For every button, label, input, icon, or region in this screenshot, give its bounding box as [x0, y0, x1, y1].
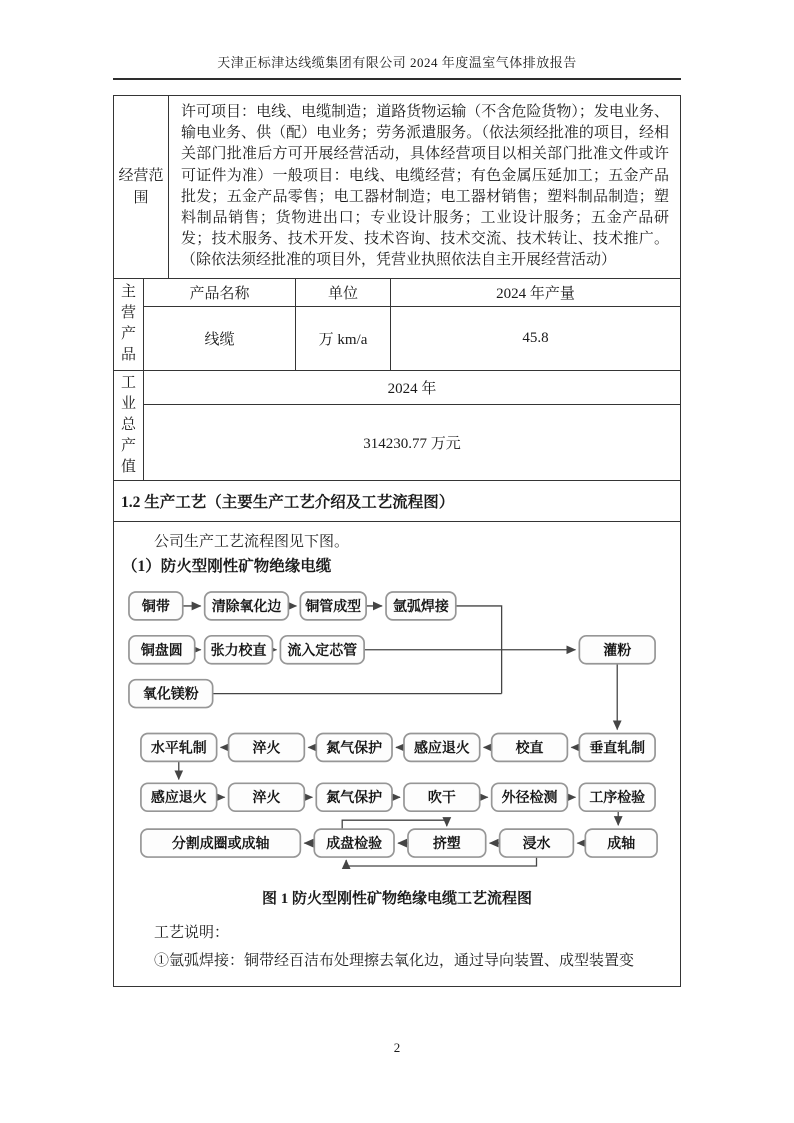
flow-node-nitrogen-protection-2: [316, 783, 392, 811]
flow-node-spooling: [585, 829, 657, 857]
flow-node-horizontal-rolling: [141, 733, 217, 761]
product-unit-value: 万 km/a: [296, 307, 391, 370]
svg-text:水平轧制: 水平轧制: [150, 741, 207, 757]
flow-node-copper-rod-coil: [129, 635, 195, 663]
svg-text:工序检验: 工序检验: [589, 790, 646, 806]
flow-node-nitrogen-protection-1: [316, 733, 392, 761]
flow-node-vertical-rolling: [579, 733, 655, 761]
flow-node-coil-inspection: [314, 829, 394, 857]
industrial-output-row: [114, 370, 680, 480]
process-subheading: （1）防火型刚性矿物绝缘电缆: [122, 557, 332, 575]
products-header-row: [144, 279, 680, 306]
flow-node-process-inspection: [579, 783, 655, 811]
product-name-value: 线缆: [144, 307, 296, 370]
flow-node-induction-annealing-1: [404, 733, 480, 761]
products-value-row: [144, 306, 680, 370]
flow-node-extrusion: [408, 829, 486, 857]
flow-node-cut-into-coil-or-spool: [141, 829, 300, 857]
svg-text:氮气保护: 氮气保护: [326, 741, 383, 757]
svg-text:成盘检验: 成盘检验: [326, 836, 383, 852]
flow-node-tension-straightening: [205, 635, 273, 663]
flow-node-outer-diameter-inspection: [492, 783, 568, 811]
flow-node-argon-arc-welding: [386, 592, 456, 620]
flow-node-blow-drying: [404, 783, 480, 811]
svg-text:铜带: 铜带: [141, 599, 170, 615]
flow-node-copper-tube-forming: [300, 592, 366, 620]
process-section: [114, 521, 680, 986]
svg-text:氮气保护: 氮气保护: [326, 790, 383, 806]
svg-text:清除氧化边: 清除氧化边: [211, 599, 282, 615]
industrial-output-label: 工业总产值: [120, 374, 136, 475]
output-value: 314230.77 万元: [363, 435, 461, 452]
svg-text:氧化镁粉: 氧化镁粉: [142, 687, 199, 703]
flow-node-water-immersion: [500, 829, 574, 857]
product-output-value: 45.8: [522, 329, 549, 346]
svg-text:感应退火: 感应退火: [150, 790, 207, 806]
svg-text:分割成圈或成轴: 分割成圈或成轴: [171, 836, 270, 852]
section-heading: 1.2 生产工艺（主要生产工艺介绍及工艺流程图）: [114, 480, 680, 521]
col-header-output-2024: 2024 年产量: [496, 285, 575, 302]
col-header-unit: 单位: [296, 279, 391, 306]
svg-text:感应退火: 感应退火: [413, 741, 470, 757]
industrial-output-label-cell: [114, 371, 144, 480]
svg-text:灌粉: 灌粉: [603, 643, 632, 659]
svg-text:淬火: 淬火: [252, 790, 281, 806]
col-header-product-name: 产品名称: [144, 279, 296, 306]
page-number: 2: [393, 1040, 401, 1055]
main-products-label: 主营产品: [120, 284, 136, 364]
process-note-line1: ①氩弧焊接：铜带经百洁布处理擦去氧化边，通过导向装置、成型装置变: [154, 952, 635, 969]
output-year: 2024 年: [387, 380, 437, 397]
flow-node-quenching-2: [229, 783, 305, 811]
main-products-row: [114, 278, 680, 370]
svg-text:成轴: 成轴: [607, 836, 636, 852]
business-scope-label: 经营范围: [118, 167, 164, 206]
process-intro: 公司生产工艺流程图见下图。: [154, 533, 350, 550]
figure-caption: 图 1 防火型刚性矿物绝缘电缆工艺流程图: [261, 890, 532, 907]
svg-text:吹干: 吹干: [427, 790, 456, 806]
output-value-row: [144, 404, 680, 480]
output-year-row: [144, 371, 680, 404]
svg-text:流入定芯管: 流入定芯管: [287, 643, 358, 659]
svg-text:张力校直: 张力校直: [210, 643, 267, 659]
business-scope-row: [114, 96, 680, 278]
business-scope-label-cell: [114, 96, 169, 278]
svg-text:浸水: 浸水: [522, 836, 551, 852]
flow-node-powder-filling: [579, 635, 655, 663]
svg-text:垂直轧制: 垂直轧制: [589, 741, 646, 757]
flow-node-magnesium-oxide-powder: [129, 679, 213, 707]
svg-text:氩弧焊接: 氩弧焊接: [393, 599, 449, 615]
flow-node-remove-oxide-edge: [205, 592, 289, 620]
svg-text:挤塑: 挤塑: [432, 836, 461, 852]
main-products-label-cell: [114, 279, 144, 370]
flow-node-straightening: [492, 733, 568, 761]
business-scope-text: 许可项目：电线、电缆制造；道路货物运输（不含危险货物）；发电业务、输电业务、供（配）电业务；劳务派遣服务。（依法须经批准的项目，经相关部门批准后方可开展经营活动，具体经营项目以相关部门批准文件或许可证件为准）一般项目：电线、电缆经营；有色金属压延加工；五金产品批发；五金产品零售；电工器材制造；电工器材销售；塑料制品制造；塑料制品销售；货物进出口；专业设计服务；工业设计服务；五金产品研发；技术服务、技术开发、技术咨询、技术交流、技术转让、技术推广。（除依法须经批准的项目外，凭营业执照依法自主开展经营活动）: [181, 104, 669, 269]
svg-text:校直: 校直: [515, 741, 544, 757]
svg-text:淬火: 淬火: [252, 741, 281, 757]
flow-node-feed-into-core-tube: [280, 635, 364, 663]
flow-node-quenching-1: [229, 733, 305, 761]
report-header-title: 天津正标津达线缆集团有限公司 2024 年度温室气体排放报告: [113, 52, 681, 80]
flow-node-induction-annealing-2: [141, 783, 217, 811]
flow-node-copper-strip: [129, 592, 183, 620]
svg-text:外径检测: 外径检测: [501, 790, 558, 806]
svg-text:铜盘圆: 铜盘圆: [140, 643, 183, 659]
company-info-table: [113, 95, 681, 987]
process-flowchart: [115, 588, 679, 871]
svg-text:铜管成型: 铜管成型: [305, 599, 362, 615]
process-note-title: 工艺说明：: [154, 924, 230, 941]
